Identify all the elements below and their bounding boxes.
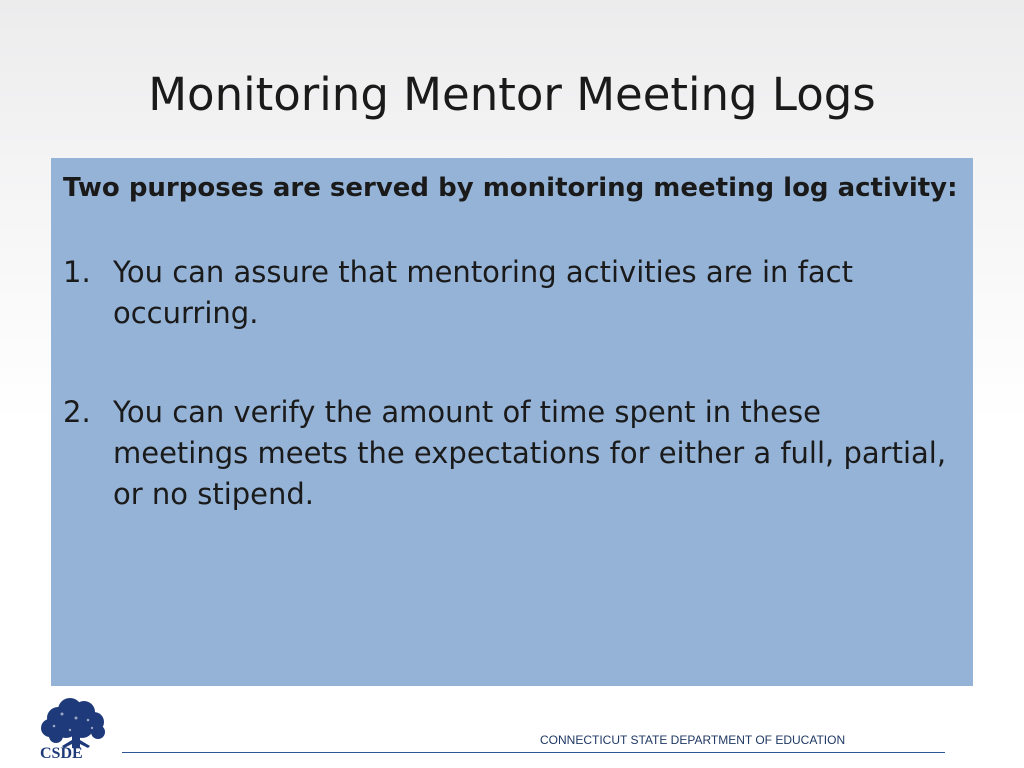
content-box (51, 158, 973, 686)
list-item-number: 1. (63, 255, 91, 289)
logo-text: CSDE (40, 745, 83, 760)
csde-logo (36, 696, 116, 760)
list-item-text: You can verify the amount of time spent in these meetings meets the expectations for either a full, partial, or no stipend. (113, 395, 947, 511)
slide-title: Monitoring Mentor Meeting Logs (148, 68, 876, 121)
list-item-text: You can assure that mentoring activities are in fact occurring. (113, 255, 853, 330)
footer-divider (122, 752, 945, 753)
list-item (63, 392, 961, 515)
purpose-list (63, 252, 961, 515)
intro-text: Two purposes are served by monitoring meeting log activity: (63, 173, 958, 203)
list-item (63, 252, 961, 334)
footer-org-name: CONNECTICUT STATE DEPARTMENT OF EDUCATION (540, 733, 846, 747)
list-item-number: 2. (63, 395, 91, 429)
tree-logo-icon (36, 696, 116, 760)
